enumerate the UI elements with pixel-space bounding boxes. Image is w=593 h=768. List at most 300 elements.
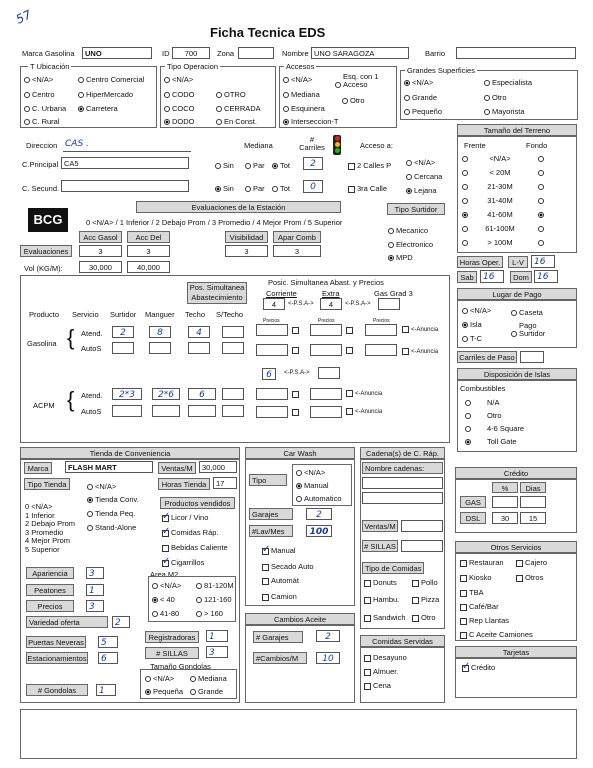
acpm-techo-field[interactable]: 6 [188,388,216,400]
cadena-sillas-field[interactable] [401,540,443,552]
extra-field[interactable]: 4 [320,298,342,310]
checkbox-icon [348,163,355,170]
gasolina-check-1[interactable] [292,326,301,335]
serv-cajero-label: Cajero [525,558,548,567]
tipo-op-na[interactable] [164,75,193,84]
tienda-sillas-field[interactable]: 3 [206,646,228,658]
ubicacion-centro-comercial[interactable] [78,75,144,84]
gasolina-precio-1[interactable] [256,324,288,336]
acpm-precio-2[interactable] [310,388,342,400]
grandes-superficies-title: Grandes Superficies [407,66,475,75]
area-na[interactable] [152,581,181,590]
estacionamientos-field[interactable]: 6 [98,652,118,664]
gasolina-label: Gasolina [27,339,57,348]
serv-tba[interactable] [460,588,484,597]
serv-otros[interactable] [516,573,543,582]
tipo-operacion-title: Tipo Operacion [167,62,218,71]
gasolina-manguer-field[interactable]: 8 [149,326,171,338]
acpm-check-1[interactable] [292,390,301,399]
tienda-tipo-na[interactable] [87,482,116,491]
col-surtidor: Surtidor [110,310,137,319]
n-gondolas-label: # Gondolas [26,684,88,696]
cw-na[interactable] [296,468,325,477]
ca-garajes-label: # Garajes [253,631,303,643]
credito-gas-label: GAS [460,496,486,508]
accesos-mediana[interactable] [283,90,320,99]
radio-icon [145,676,151,682]
checkbox-icon [346,390,353,397]
gondolas-pequena[interactable] [145,687,183,696]
radio-icon[interactable] [462,170,468,176]
cw-automatico-label: Automatico [304,494,342,503]
radio-icon [484,109,490,115]
comida-hambu[interactable] [364,595,399,604]
cw-lav-label: #Lav/Mes [249,525,293,537]
servida-almuer[interactable] [364,667,398,676]
gs-otro[interactable] [484,93,507,102]
area-81-120[interactable] [196,581,234,590]
ubicacion-hipermercado[interactable] [78,90,133,99]
gs-pequeno[interactable] [404,107,442,116]
accesos-na[interactable] [283,75,312,84]
prod-bebidas[interactable] [162,543,228,552]
acpm-precio-1[interactable] [256,388,288,400]
islas-na[interactable] [465,398,500,407]
bcg-logo: BCG [28,208,68,232]
radio-icon [272,186,278,192]
variedad-field[interactable]: 2 [112,616,130,628]
checkbox-icon [412,615,419,622]
vol-field-2[interactable]: 40,000 [127,261,170,273]
gasolina-autos-manguer[interactable] [149,342,171,354]
gasolina-precio-2[interactable] [310,324,342,336]
comida-pizza[interactable] [412,595,439,604]
tipo-op-coco-label: COCO [172,104,195,113]
radio-selected-icon [296,483,302,489]
terreno-row[interactable] [462,154,570,163]
radio-icon [484,80,490,86]
vol-field-1[interactable]: 30,000 [79,261,122,273]
radio-icon [465,426,471,432]
comida-otro[interactable] [412,613,436,622]
tienda-tipo-peq[interactable] [87,509,135,518]
ubicacion-urbana[interactable] [24,104,66,113]
cw-check-secado[interactable] [262,562,314,571]
radio-icon [164,77,170,83]
radio-icon [462,308,468,314]
acpm-autos-label: AutoS [81,407,102,416]
c-principal-field[interactable]: CA5 [61,157,189,169]
pago-caseta[interactable] [511,308,543,317]
direccion-value: CAS . [65,139,89,149]
visibilidad-field[interactable]: 3 [225,245,268,257]
psa-label-2: <-P.S.A-> [345,301,371,307]
radio-icon[interactable] [538,226,544,232]
mediana-tot-1[interactable] [272,161,290,170]
notes-area[interactable] [20,709,577,759]
tienda-tipo-conv[interactable] [87,495,139,504]
serv-c-aceite[interactable] [460,630,533,639]
surtidor-mpd[interactable] [388,253,413,262]
cw-automatico[interactable] [296,494,342,503]
servida-desayuno[interactable] [364,653,407,662]
radio-icon [24,77,30,83]
terreno-row[interactable] [462,168,570,177]
prod-cigarrillos[interactable] [162,558,204,567]
surtidor-electronico[interactable] [388,240,433,249]
credito-gas-pct[interactable] [492,496,518,508]
radio-icon [87,525,93,531]
radio-icon [152,611,158,617]
comida-pollo[interactable] [412,578,438,587]
terreno-row[interactable] [462,224,570,233]
radio-icon [196,597,202,603]
radio-icon[interactable] [462,226,468,232]
radio-icon [216,119,222,125]
gs-especialista[interactable] [484,78,532,87]
c-principal-label: C.Principal [22,160,59,169]
checkbox-icon [292,391,299,398]
accesos-interseccion[interactable] [283,117,339,126]
cw-check-secado-label: Secado Auto [271,562,314,571]
acc-del-field[interactable]: 3 [127,245,170,257]
tipo-op-en-const[interactable] [216,117,257,126]
gasolina-precio-5[interactable] [310,344,342,356]
apariencia-field[interactable]: 3 [86,567,104,579]
gasolina-precio-6[interactable] [365,344,397,356]
credito-gas-dias[interactable] [520,496,546,508]
gas-grad-field[interactable] [378,298,400,310]
gondolas-na[interactable] [145,674,174,683]
radio-icon [190,676,196,682]
mediana-par-label: Par [253,161,265,170]
gasolina-anuncia-1[interactable] [402,326,438,333]
cadena-ventas-field[interactable] [401,520,443,532]
gasolina-techo-field[interactable]: 4 [188,326,210,338]
pago-tc[interactable] [462,334,482,343]
mediana-sin-1[interactable] [215,161,234,170]
radio-icon[interactable] [538,170,544,176]
radio-icon [404,95,410,101]
gasolina-check-4[interactable] [346,346,355,355]
radio-icon[interactable] [462,240,468,246]
radio-icon [196,583,202,589]
id-field[interactable]: 700 [172,47,210,59]
serv-rep-llantas[interactable] [460,616,509,625]
tienda-ventas-field[interactable]: 30,000 [199,461,237,473]
acpm-anuncia-1[interactable] [346,390,382,397]
radio-icon [296,496,302,502]
ubicacion-hiper-label: HiperMercado [86,90,134,99]
pago-caseta-label: Caseta [519,308,543,317]
acpm-autos-techo[interactable] [188,405,216,417]
terreno-row[interactable] [462,210,570,219]
radio-icon[interactable] [462,198,468,204]
checkbox-icon [460,590,467,597]
cadena-nombre-field-1[interactable] [362,477,443,489]
acpm-pos-field-2[interactable] [318,367,340,379]
acpm-manguer-field[interactable]: 2*6 [152,388,180,400]
gondolas-grande[interactable] [190,687,223,696]
acpm-precio-3[interactable] [256,406,288,418]
prod-cigarrillos-label: Cigarrillos [171,558,205,567]
puertas-field[interactable]: 5 [98,636,118,648]
gondolas-mediana[interactable] [190,674,227,683]
gs-na[interactable] [404,78,433,87]
radio-icon[interactable] [538,184,544,190]
gasolina-anuncia-2[interactable] [402,348,438,355]
serv-otros-label: Otros [525,573,544,582]
gs-mayorista[interactable] [484,107,525,116]
credito-dsl-pct[interactable]: 30 [492,512,518,524]
tipo-op-coco[interactable] [164,104,195,113]
cw-check-manual[interactable] [262,546,296,555]
precios-tienda-field[interactable]: 3 [86,600,104,612]
servida-cena[interactable] [364,681,391,690]
tarjeta-credito-label: Crédito [471,663,496,672]
precios-label-1: Precios [263,318,280,324]
prod-licor[interactable] [162,513,208,522]
radio-selected-icon [78,106,84,112]
surtidor-mecanico[interactable] [388,226,428,235]
variedad-label: Variedad oferta [26,616,108,628]
checkbox-icon [460,560,467,567]
apar-comb-field[interactable]: 3 [273,245,321,257]
radio-icon [283,106,289,112]
serv-cafe[interactable] [460,602,499,611]
nombre-field[interactable]: UNO SARAGOZA [311,47,409,59]
otros-servicios-title: Otros Servicios [455,541,577,553]
terreno-row[interactable] [462,196,570,205]
accesos-otro[interactable] [342,96,365,105]
acpm-autos-stecho[interactable] [222,405,244,417]
radio-icon[interactable] [538,156,544,162]
area-121-160-label: 121-160 [204,595,232,604]
serv-restauran[interactable] [460,558,504,567]
islas-otro[interactable] [465,411,502,420]
pago-tc-label: T-C [470,334,483,343]
visibilidad-label: Visibilidad [225,231,268,243]
area-121-160[interactable] [196,595,232,604]
peatones-field[interactable]: 1 [86,584,104,596]
cw-check-camion[interactable] [262,592,297,601]
area-lt-40[interactable] [152,595,175,604]
accesos-esq[interactable] [335,73,391,89]
prod-licor-label: Licor / Vino [171,513,209,522]
acpm-pos-field[interactable]: 6 [262,368,276,380]
accesos-esquinera[interactable] [283,104,325,113]
carriles-secund-field[interactable]: 0 [303,180,323,193]
islas-4-6[interactable] [465,424,524,433]
acpm-anuncia-2[interactable] [346,408,382,415]
credito-dsl-dias[interactable]: 15 [520,512,546,524]
radio-icon[interactable] [538,198,544,204]
acpm-surtidor-field[interactable]: 2*3 [112,388,142,400]
radio-icon[interactable] [462,156,468,162]
mediana-par-1[interactable] [245,161,265,170]
ca-cambios-field[interactable]: 10 [316,652,340,664]
n-gondolas-field[interactable]: 1 [96,684,116,696]
radio-icon [462,336,468,342]
mediana-sin-2[interactable] [215,184,234,193]
ubicacion-centro[interactable] [24,90,55,99]
checkbox-icon [348,186,355,193]
registradoras-field[interactable]: 1 [206,630,228,642]
ca-garajes-field[interactable]: 2 [316,630,340,642]
zona-field[interactable] [238,47,274,59]
gasolina-precio-4[interactable] [256,344,288,356]
extra-label: Extra [322,289,340,298]
lv-field[interactable]: 16 [531,255,555,268]
cw-lav-field[interactable]: 100 [306,525,332,537]
col-s-techo: S/Techo [216,310,244,319]
anuncia-label: <-Anuncia [355,409,383,416]
corner-note: 57 [13,7,34,27]
acc-gasol-field[interactable]: 3 [79,245,122,257]
radio-icon [283,77,289,83]
acpm-autos-surtidor[interactable] [112,405,142,417]
sab-label: Sab [457,271,477,283]
tienda-tipo-stand[interactable] [87,523,136,532]
gondolas-pequena-label: Pequeña [153,687,184,696]
comida-donuts-label: Donuts [373,578,397,587]
tipo-op-codo[interactable] [164,90,195,99]
pago-surtidor[interactable] [511,322,549,338]
fondo-label: Fondo [526,141,548,150]
mediana-tot-2[interactable] [272,184,290,193]
tipo-op-otro[interactable] [216,90,246,99]
accesos-mediana-label: Mediana [291,90,320,99]
pago-na-label: <N/A> [470,306,492,315]
gs-grande[interactable] [404,93,437,102]
col-manguer: Manguer [145,310,175,319]
ubicacion-carretera[interactable] [78,104,118,113]
radio-icon [404,109,410,115]
gasolina-autos-techo[interactable] [188,342,210,354]
radio-selected-icon [406,188,412,194]
cw-check-automat[interactable] [262,576,299,585]
carriles-label: # Carriles [299,135,325,152]
radio-icon[interactable] [538,240,544,246]
comida-donuts[interactable] [364,578,397,587]
ubicacion-carretera-label: Carretera [86,104,118,113]
tienda-marca-label: Marca [24,462,52,474]
dom-field[interactable]: 16 [534,270,558,283]
acpm-check-2[interactable] [292,408,301,417]
gasolina-precio-3[interactable] [365,324,397,336]
acpm-autos-manguer[interactable] [152,405,180,417]
gasolina-autos-stecho[interactable] [222,342,244,354]
corriente-field[interactable]: 4 [263,298,285,310]
comida-sandwich[interactable] [364,613,406,622]
estacionamientos-label: Estacionamientos [27,654,87,663]
acpm-precio-4[interactable] [310,406,342,418]
checkbox-checked-icon [162,515,169,522]
checkbox-icon [364,615,371,622]
carriles-principal-field[interactable]: 2 [303,157,323,170]
calle3-check[interactable] [348,184,387,193]
acceso-cercana[interactable] [406,172,442,181]
ubicacion-rural[interactable] [24,117,60,126]
accesos-esquinera-label: Esquinera [291,104,325,113]
radio-selected-icon [215,186,221,192]
radio-icon [245,186,251,192]
gasolina-stecho-field[interactable] [222,326,244,338]
gs-mayorista-label: Mayorista [492,107,525,116]
checkbox-icon [402,326,409,333]
gasolina-surtidor-field[interactable]: 2 [112,326,134,338]
gasolina-check-2[interactable] [346,326,355,335]
frente-label: Frente [464,141,486,150]
acceso-lejana[interactable] [406,186,437,195]
marca-gasolina-field[interactable]: UNO [82,47,152,59]
peatones-label: Peatones [26,584,74,596]
cadena-nombre-field-2[interactable] [362,492,443,504]
direccion-field[interactable] [63,138,191,152]
comidas-servidas-title: Comidas Servidas [360,635,445,647]
horas-tienda-field[interactable]: 17 [213,477,237,489]
radio-selected-icon [465,439,471,445]
islas-toll-gate[interactable] [465,437,517,446]
area-gt-160[interactable] [196,609,223,618]
radio-icon [388,242,394,248]
gasolina-check-3[interactable] [292,346,301,355]
acceso-na[interactable] [406,158,435,167]
tipo-op-dodo[interactable] [164,117,195,126]
radio-icon[interactable] [462,184,468,190]
tipo-op-na-label: <N/A> [172,75,194,84]
terreno-row[interactable] [462,238,570,247]
cadena-ventas-label: Ventas/M [362,520,398,532]
cw-manual[interactable] [296,481,329,490]
radio-icon [24,119,30,125]
radio-icon [78,92,84,98]
area-41-80[interactable] [152,609,179,618]
terreno-row[interactable] [462,182,570,191]
precios-label-2: Precios [318,318,335,324]
radio-selected-icon[interactable] [538,212,544,218]
surtidor-electronico-label: Electronico [396,240,434,249]
acpm-stecho-field[interactable] [222,388,244,400]
tarjeta-credito[interactable] [462,663,495,672]
radio-selected-icon[interactable] [462,212,468,218]
carriles-paso-field[interactable] [520,351,544,363]
radio-icon [465,413,471,419]
c-secund-field[interactable] [61,180,189,192]
pago-isla[interactable] [462,320,482,329]
sab-field[interactable]: 16 [480,270,504,283]
barrio-field[interactable] [456,47,576,59]
mediana-par-2[interactable] [245,184,265,193]
gondolas-mediana-label: Mediana [198,674,227,683]
radio-icon [152,583,158,589]
serv-cajero[interactable] [516,558,547,567]
cadena-nombre-label: Nombre cadenas: [362,462,443,474]
serv-kiosko[interactable] [460,573,492,582]
accesos-esq-label: Esq. con 1 Acceso [343,72,379,89]
mediana-label: Mediana [244,141,273,150]
ubicacion-na[interactable] [24,75,53,84]
islas-toll-gate-label: Toll Gate [487,437,517,446]
prod-comidas-label: Comidas Ráp. [171,528,219,537]
tipo-op-cerrada[interactable] [216,104,261,113]
calles-p-check[interactable] [348,161,391,170]
pago-na[interactable] [462,306,491,315]
cw-garajes-field[interactable]: 2 [306,508,332,520]
gasolina-autos-surtidor[interactable] [112,342,134,354]
prod-comidas[interactable] [162,528,219,537]
tienda-marca-field[interactable]: FLASH MART [65,461,153,473]
